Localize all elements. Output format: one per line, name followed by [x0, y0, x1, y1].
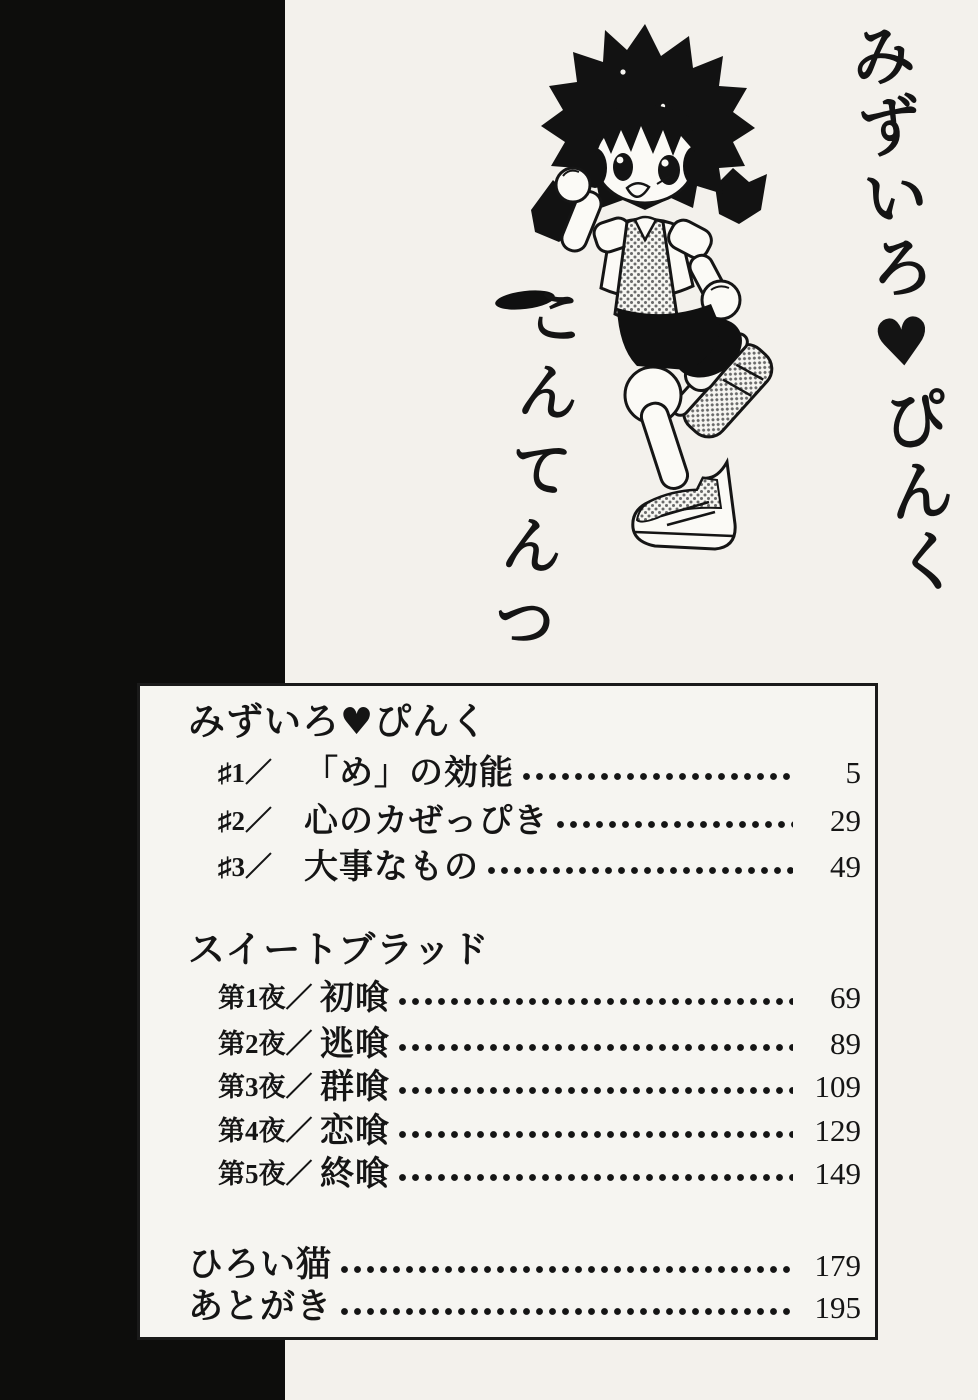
toc-entry-page: 29	[830, 803, 861, 838]
left-eye	[613, 153, 633, 181]
toc-entry	[140, 1104, 875, 1151]
toc-entry-title: 「め」の効能	[304, 753, 514, 793]
toc-entry	[140, 1147, 875, 1194]
toc-section-1-title: みずいろ♥ぴんく	[188, 700, 489, 743]
toc-entry-number: 第4夜／	[218, 1115, 313, 1146]
toc-entry-title: 初喰	[320, 978, 390, 1018]
toc-section-2-title: スイートブラッド	[188, 928, 490, 971]
dot-leader	[485, 866, 793, 875]
toc-entry	[140, 1239, 875, 1283]
toc-entry-title: 心のカぜっぴき	[304, 801, 549, 841]
toc-entry-title: 恋喰	[320, 1111, 390, 1151]
toc-entry	[140, 1060, 875, 1107]
dot-leader	[338, 1265, 793, 1274]
toc-entry-number: 第5夜／	[218, 1158, 313, 1189]
toc-entry	[140, 794, 875, 841]
dot-leader	[396, 1130, 793, 1139]
toc-entry-title: 逃喰	[320, 1024, 390, 1064]
toc-entry-title: 群喰	[320, 1067, 390, 1107]
handwritten-vertical-subtitle: こんてんつ	[478, 278, 592, 670]
dot-leader	[396, 1043, 793, 1052]
toc-entry-page: 179	[814, 1248, 861, 1283]
toc-entry	[140, 971, 875, 1018]
toc-entry-number: ♯1／	[218, 757, 272, 788]
toc-entry-page: 69	[830, 980, 861, 1015]
toc-entry-page: 195	[814, 1290, 861, 1325]
toc-entry	[140, 1281, 875, 1325]
toc-entry-page: 109	[814, 1069, 861, 1104]
raised-fist	[556, 168, 590, 202]
toc-box	[137, 683, 878, 1340]
toc-entry-number: 第3夜／	[218, 1071, 313, 1102]
toc-entry-title: 終喰	[320, 1154, 390, 1194]
toc-entry-number: 第2夜／	[218, 1028, 313, 1059]
right-pigtail	[715, 168, 767, 224]
dot-leader	[554, 820, 793, 829]
toc-entry	[140, 840, 875, 887]
dot-leader	[520, 772, 793, 781]
toc-entry-number: ♯2／	[218, 805, 272, 836]
dot-leader	[338, 1307, 793, 1316]
toc-entry-page: 5	[845, 755, 861, 790]
toc-entry-page: 149	[814, 1156, 861, 1191]
toc-entry-title: 大事なもの	[304, 847, 479, 887]
toc-entry-title: あとがき	[188, 1287, 333, 1327]
dot-leader	[396, 997, 793, 1006]
toc-entry	[140, 746, 875, 793]
handwritten-vertical-title: みずいろ♥ぴんく	[836, 18, 964, 602]
toc-entry-title: ひろい猫	[188, 1245, 333, 1285]
toc-entry-page: 129	[814, 1113, 861, 1148]
toc-entry-page: 89	[830, 1026, 861, 1061]
toc-entry-page: 49	[830, 849, 861, 884]
dot-leader	[396, 1086, 793, 1095]
dot-leader	[396, 1173, 793, 1182]
toc-entry-number: ♯3／	[218, 851, 272, 882]
toc-entry	[140, 1017, 875, 1064]
toc-entry-number: 第1夜／	[218, 982, 313, 1013]
